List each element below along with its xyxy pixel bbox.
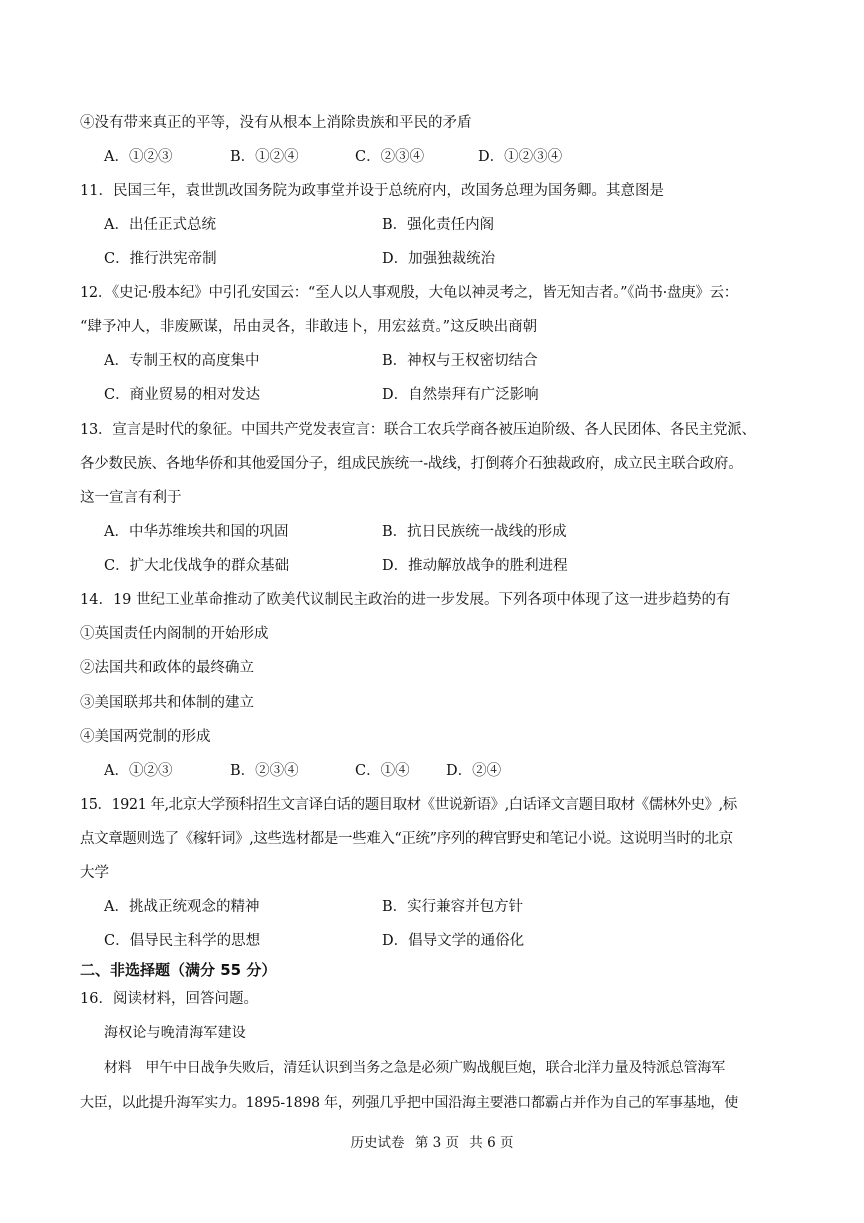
q15-stem-line-1: 15．1921 年,北京大学预科招生文言译白话的题目取材《世说新语》,白话译文言题目取材《儒林外史》,标 [80, 797, 737, 813]
q12-option-a: A．专制王权的高度集中 [104, 353, 260, 369]
q16-stem: 16．阅读材料，回答问题。 [80, 991, 258, 1007]
q11-option-d: D．加强独裁统治 [382, 251, 496, 267]
q14-stem: 14．19 世纪工业革命推动了欧美代议制民主政治的进一步发展。下列各项中体现了这一进步趋势的有 [80, 592, 731, 608]
footer-page-total: 共 6 页 [469, 1135, 514, 1151]
q12-stem-line-1: 12．《史记·殷本纪》中引孔安国云：“至人以人事观殷，大龟以神灵考之，皆无知吉者。”《尚书·盘庚》云： [80, 285, 738, 301]
q13-stem-line-3: 这一宣言有利于 [80, 490, 182, 506]
q12-option-d: D．自然崇拜有广泛影响 [382, 387, 539, 403]
q13-option-a: A．中华苏维埃共和国的巩固 [104, 524, 289, 540]
q14-option-a: A．①②③ [104, 763, 173, 779]
page-footer [0, 1133, 864, 1153]
q10-option-d: D．①②③④ [478, 149, 563, 165]
q12-option-b: B．神权与王权密切结合 [382, 353, 538, 369]
q15-option-a: A．挑战正统观念的精神 [104, 899, 260, 915]
footer-subject: 历史试卷 [350, 1135, 405, 1151]
q10-option-a: A．①②③ [104, 149, 173, 165]
q14-statement-1: ①英国责任内阁制的开始形成 [80, 626, 269, 642]
q16-material-title: 海权论与晚清海军建设 [104, 1025, 246, 1041]
q14-option-b: B．②③④ [230, 763, 299, 779]
q10-statement-4: ④没有带来真正的平等，没有从根本上消除贵族和平民的矛盾 [80, 115, 472, 131]
q14-statement-3: ③美国联邦共和体制的建立 [80, 695, 254, 711]
q16-material-line-1: 材料 甲午中日战争失败后，清廷认识到当务之急是必须广购战舰巨炮，联合北洋力量及特派总管海军 [104, 1060, 725, 1076]
q12-option-c: C．商业贸易的相对发达 [104, 387, 261, 403]
q11-stem: 11．民国三年，袁世凯改国务院为政事堂并设于总统府内，改国务总理为国务卿。其意图是 [80, 183, 664, 199]
q11-option-b: B．强化责任内阁 [382, 217, 495, 233]
q12-stem-line-2: “肆予冲人，非废厥谋，吊由灵各，非敢违卜，用宏兹贲。”这反映出商朝 [80, 319, 538, 335]
q10-option-b: B．①②④ [230, 149, 299, 165]
q13-stem-line-2: 各少数民族、各地华侨和其他爱国分子，组成民族统一-战线，打倒蒋介石独裁政府，成立民主联合政府。 [80, 456, 743, 472]
q11-option-c: C．推行洪宪帝制 [104, 251, 217, 267]
q14-statement-2: ②法国共和政体的最终确立 [80, 660, 254, 676]
section-heading: 二、非选择题（满分 55 分） [80, 961, 277, 979]
q14-option-d: D．②④ [446, 763, 502, 779]
q13-option-b: B．抗日民族统一战线的形成 [382, 524, 567, 540]
q11-option-a: A．出任正式总统 [104, 217, 216, 233]
q15-option-b: B．实行兼容并包方针 [382, 899, 524, 915]
q13-stem-line-1: 13．宣言是时代的象征。中国共产党发表宣言：联合工农兵学商各被压迫阶级、各人民团体、各民主党派、 [80, 422, 756, 438]
q13-option-d: D．推动解放战争的胜利进程 [382, 558, 568, 574]
q14-option-c: C．①④ [355, 763, 410, 779]
q10-option-c: C．②③④ [355, 149, 425, 165]
q16-material-line-2: 大臣，以此提升海军实力。1895-1898 年，列强几乎把中国沿海主要港口都霸占并作为自己的军事基地，使 [80, 1095, 739, 1111]
q14-statement-4: ④美国两党制的形成 [80, 729, 211, 745]
q13-option-c: C．扩大北伐战争的群众基础 [104, 558, 290, 574]
q15-option-c: C．倡导民主科学的思想 [104, 933, 261, 949]
footer-page-current: 第 3 页 [414, 1135, 459, 1151]
q15-stem-line-3: 大学 [80, 865, 109, 881]
q15-option-d: D．倡导文学的通俗化 [382, 933, 525, 949]
q15-stem-line-2: 点文章题则选了《稼轩词》,这些选材都是一些难入“正统”序列的稗官野史和笔记小说。这说明当时的北京 [80, 831, 733, 847]
